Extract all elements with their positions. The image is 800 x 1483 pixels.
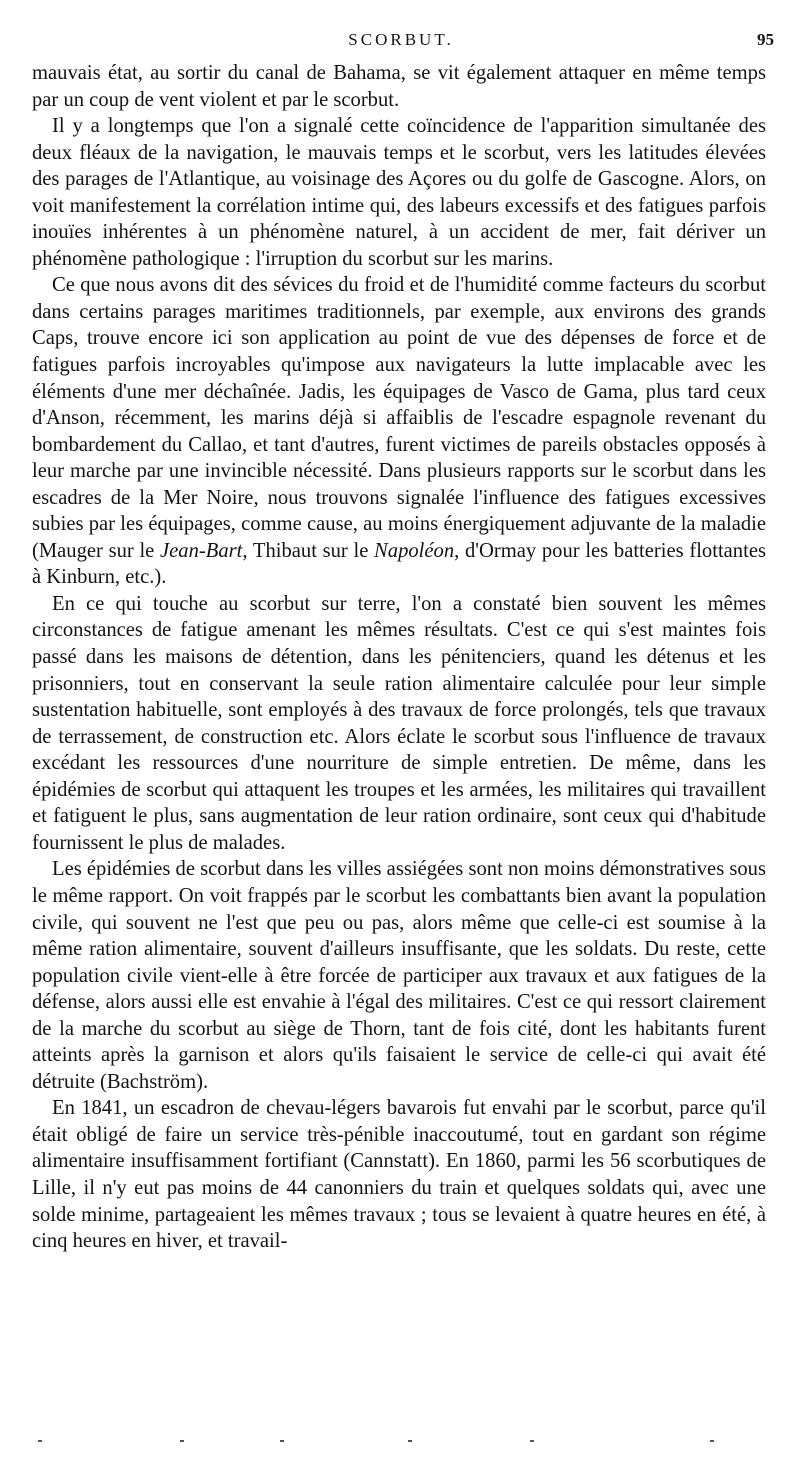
running-title: SCORBUT. bbox=[348, 30, 454, 49]
ship-name-napoleon: Napoléon bbox=[374, 539, 455, 562]
body-text bbox=[32, 60, 766, 1255]
footer-print-marks bbox=[30, 1440, 770, 1450]
print-speck bbox=[38, 1440, 42, 1442]
paragraph-5: Les épidémies de scorbut dans les villes assiégées sont non moins démonstratives sous le même rapport. On voit frappés par le scorbut les combattants bien avant la population civile, qui souvent ne l'est que peu ou pas, alors même que celle-ci est soumise à la même ration alimentaire, souvent d'ailleurs insuffisante, que les soldats. Du reste, cette population civile vient-elle à être forcée de participer aux travaux et aux fatigues de la défense, alors aussi elle est envahie à l'égal des militaires. C'est ce qui ressort clairement de la marche du scorbut au siège de Thorn, tant de fois cité, dont les habitants furent atteints après la garnison et alors qu'ils faisaient le service de celle-ci qui avait été détruite (Bachström). bbox=[32, 858, 766, 1093]
paragraph-3-text-a: Ce que nous avons dit des sévices du froid et de l'humidité comme facteurs du scorbut dans certains parages maritimes traditionnels, par exemple, aux environs des grands Caps, trouve encore ici son application au point de vue des dépenses de force et de fatigues parfois incroyables qu'impose aux navigateurs la lutte implacable avec les éléments d'une mer déchaînée. Jadis, les équipages de Vasco de Gama, plus tard ceux d'Anson, récemment, les marins déjà si affaiblis de l'escadre espagnole revenant du bombardement du Callao, et tant d'autres, furent victimes de pareils obstacles opposés à leur marche par une invincible nécessité. Dans plusieurs rapports sur le scorbut dans les escadres de la Mer Noire, nous trouvons signalée l'influence des fatigues excessives subies par les équipages, comme cause, au moins énergiquement adjuvante de la maladie (Mauger sur le bbox=[32, 274, 766, 562]
paragraph-1: mauvais état, au sortir du canal de Bahama, se vit également attaquer en même temps par un coup de vent violent et par le scorbut. bbox=[32, 62, 766, 111]
paragraph-3-text-b: , Thibaut sur le bbox=[242, 539, 375, 562]
paragraph-2: Il y a longtemps que l'on a signalé cette coïncidence de l'apparition simultanée des deux fléaux de la navigation, le mauvais temps et le scorbut, vers les latitudes élevées des parages de l'Atlantique, au voisinage des Açores ou du golfe de Gascogne. Alors, on voit manifestement la corrélation intime qui, des labeurs excessifs et des fatigues parfois inouïes inhérentes à un phénomène naturel, à un accident de mer, fait dériver un phénomène pathologique : l'irruption du scorbut sur les marins. bbox=[32, 115, 766, 270]
paragraph-4: En ce qui touche au scorbut sur terre, l'on a constaté bien souvent les mêmes circonstances de fatigue amenant les mêmes résultats. C'est ce qui s'est maintes fois passé dans les maisons de détention, dans les pénitenciers, quand les détenus et les prisonniers, tout en conservant la seule ration alimentaire calculée pour leur simple sustentation habituelle, sont employés à des travaux de force prolongés, tels que travaux de terrassement, de construction etc. Alors éclate le scorbut sous l'influence de travaux excédant les ressources d'une nourriture de simple entretien. De même, dans les épidémies de scorbut qui attaquent les troupes et les armées, les militaires qui travaillent et fatiguent le plus, sans augmentation de leur ration ordinaire, sont ceux qui d'habitude fournissent le plus de malades. bbox=[32, 592, 766, 854]
print-speck bbox=[530, 1440, 534, 1442]
print-speck bbox=[408, 1440, 412, 1442]
print-speck bbox=[710, 1440, 714, 1442]
page-number: 95 bbox=[757, 30, 774, 49]
print-speck bbox=[280, 1440, 284, 1442]
print-speck bbox=[180, 1440, 184, 1442]
ship-name-jean-bart: Jean-Bart bbox=[160, 539, 243, 562]
running-head bbox=[32, 30, 774, 54]
paragraph-6: En 1841, un escadron de chevau-légers bavarois fut envahi par le scorbut, parce qu'il était obligé de faire un service très-pénible inaccoutumé, tout en gardant son régime alimentaire insuffisamment fortifiant (Cannstatt). En 1860, parmi les 56 scorbutiques de Lille, il n'y eut pas moins de 44 canonniers du train et quelques soldats qui, avec une solde minime, partageaient les mêmes travaux ; tous se levaient à quatre heures en été, à cinq heures en hiver, et travail- bbox=[32, 1097, 766, 1253]
paragraph-3-text-c: , d'Ormay pour les batteries flottantes à Kinburn, etc.). bbox=[32, 539, 766, 589]
paragraph-3 bbox=[32, 272, 766, 591]
